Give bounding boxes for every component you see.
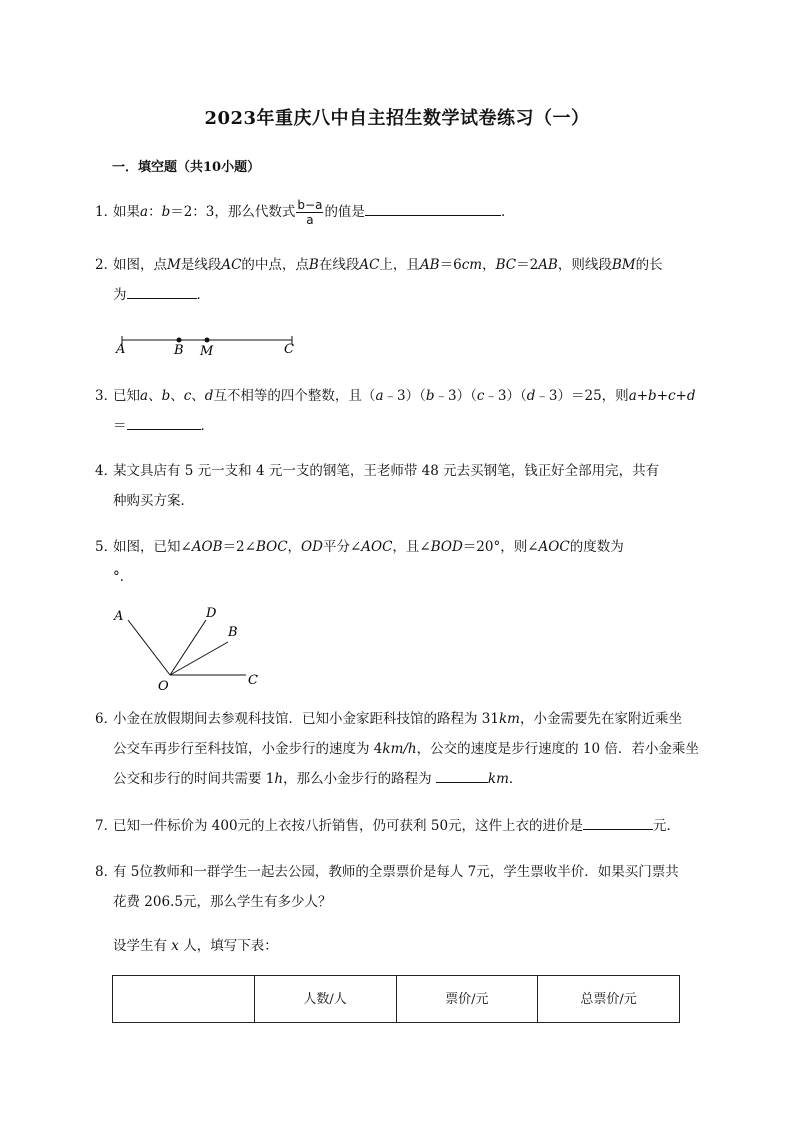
question-5: 5．如图，已知∠AOB＝2∠BOC，OD平分∠AOC，且∠BOD＝20°，则∠AOC的度数为 °． (95, 532, 700, 592)
table-row (113, 976, 680, 1023)
question-6: 6．小金在放假期间去参观科技馆．已知小金家距科技馆的路程为 31km，小金需要先在家附近乘坐 公交车再步行至科技馆，小金步行的速度为 4km/h，公交的速度是步行速度的 10 倍．若小金乘坐 公交和步行的时间共需要 1h，那么小金步行的路程为 km． (95, 704, 700, 794)
label-d: D (206, 606, 217, 621)
angle-figure (108, 600, 278, 695)
ray-ob (170, 642, 228, 675)
answer-blank[interactable] (127, 284, 197, 299)
question-2: 2．如图，点M是线段AC的中点，点B在线段AC上，且AB＝6cm，BC＝2AB，则线段BM的长 为 ． (95, 250, 700, 310)
table-header-cell[interactable]: 人数/人 (254, 976, 396, 1023)
question-number: 3． (95, 388, 118, 404)
answer-table (112, 975, 680, 1023)
answer-blank[interactable] (127, 415, 201, 430)
question-number: 4． (95, 463, 118, 479)
label-c: C (248, 673, 258, 688)
question-number: 8． (95, 864, 118, 880)
table-header-cell[interactable]: 总票价/元 (538, 976, 680, 1023)
question-1: 1．如果a：b＝2：3，那么代数式 $\frac{b-a}{a}$ 的值是 ． (95, 198, 515, 227)
question-number: 2． (95, 257, 118, 273)
table-header-cell[interactable]: 票价/元 (396, 976, 538, 1023)
question-4: 4．某文具店有 5 元一支和 4 元一支的钢笔，王老师带 48 元去买钢笔，钱正好全部用完，共有 种购买方案． (95, 456, 700, 516)
section-heading: 一．填空题（共10小题） (112, 160, 261, 175)
answer-blank[interactable] (436, 768, 488, 783)
label-m: M (200, 344, 214, 359)
question-7: 7．已知一件标价为 400元的上衣按八折销售，仍可获利 50元，这件上衣的进价是 元． (95, 811, 700, 841)
label-o: O (158, 679, 169, 694)
question-number: 5． (95, 539, 118, 555)
page-title: 2023年重庆八中自主招生数学试卷练习（一） (204, 108, 590, 129)
question-number: 7． (95, 818, 118, 834)
answer-blank[interactable] (583, 815, 653, 830)
answer-blank[interactable] (365, 201, 501, 216)
label-b: B (174, 343, 184, 358)
ray-oa (128, 620, 170, 675)
segment-figure (112, 330, 312, 364)
table-header-cell[interactable] (113, 976, 255, 1023)
fraction: $\frac{b-a}{a}$ (297, 198, 323, 227)
question-3: 3．已知a、b、c、d互不相等的四个整数，且（a﹣3）（b﹣3）（c﹣3）（d﹣3）＝25，则a+b+c+d ＝ ． (95, 381, 700, 441)
label-b: B (228, 625, 238, 640)
question-8: 8．有 5位教师和一群学生一起去公园，教师的全票票价是每人 7元，学生票收半价．如果买门票共 花费 206.5元，那么学生有多少人？ 设学生有 x 人，填写下表： (95, 857, 700, 961)
point-b (177, 338, 182, 343)
label-a: A (116, 342, 126, 357)
ray-od (170, 620, 206, 675)
question-number: 6． (95, 711, 118, 727)
point-m (205, 338, 210, 343)
label-a: A (114, 609, 124, 624)
label-c: C (284, 342, 294, 357)
question-number: 1． (95, 204, 118, 220)
